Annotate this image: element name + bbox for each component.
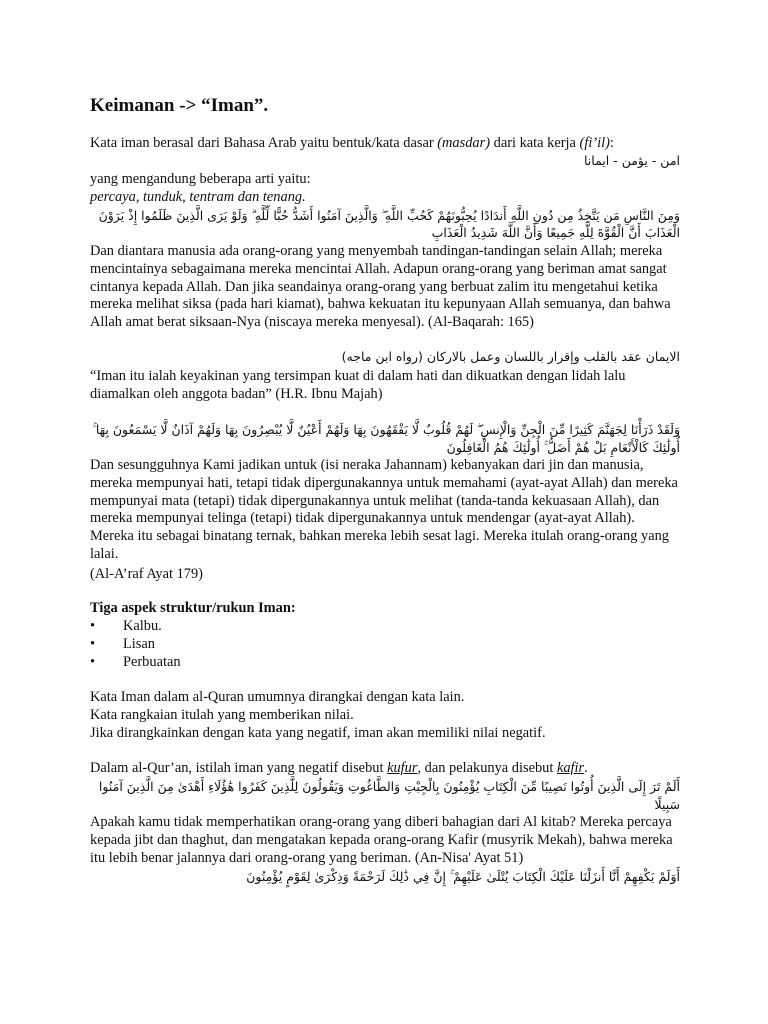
aspects-heading: Tiga aspek struktur/rukun Iman: bbox=[90, 600, 296, 616]
intro-text-1: Kata iman berasal dari Bahasa Arab yaitu bentuk/kata dasar bbox=[90, 135, 434, 151]
hadith-translation: “Iman itu ialah keyakinan yang tersimpan kuat di dalam hati dan dikuatkan dengan lidah lalu diamalkan oleh anggota badan” (H.R. Ibnu Majah) bbox=[90, 368, 626, 402]
bullet-icon: • bbox=[90, 635, 96, 652]
list-item bbox=[90, 618, 680, 636]
hadith-arabic: الايمان عقد بالقلب وإقرار باللسان وعمل بالاركان (رواه ابن ماجه) bbox=[341, 349, 680, 364]
verse1-translation: Dan diantara manusia ada orang-orang yang menyembah tandingan-tandingan selain Allah; mereka mencintainya sebagaimana mereka mencintai Allah. Adapun orang-orang yang beriman amat sangat cintanya kepada Allah. Dan jika seandainya orang-orang yang berbuat zalim itu mengetahui ketika mereka melihat siksa (pada hari kiamat), bahwa kekuatan itu kepunyaan Allah semuanya, dan bahwa Allah amat berat siksaan-Nya (niscaya mereka menyesal). (Al-Baqarah: 165) bbox=[90, 243, 671, 331]
negative-paragraph bbox=[90, 760, 680, 778]
page-title: Keimanan -> “Iman”. bbox=[90, 95, 269, 116]
list-item bbox=[90, 636, 680, 654]
kafir-term: kafir bbox=[556, 760, 585, 776]
meanings-list bbox=[90, 189, 680, 207]
fiil-term: (fi’il) bbox=[579, 135, 610, 151]
negative-text-2: , dan pelakunya disebut bbox=[417, 760, 554, 776]
verse2-arabic-line2: أُولَٰئِكَ كَالْأَنْعَامِ بَلْ هُمْ أَضَلُّ ۚ أُولَٰئِكَ هُمُ الْغَافِلُونَ bbox=[446, 440, 680, 455]
intro-paragraph bbox=[90, 135, 680, 153]
verse1-arabic-line1: وَمِنَ النَّاسِ مَن يَتَّخِذُ مِن دُونِ اللَّهِ أَندَادًا يُحِبُّونَهُمْ كَحُبِّ اللَّهِ ۖ وَالَّذِينَ آمَنُوا أَشَدُّ حُبًّا لِّلَّهِ ۗ وَلَوْ يَرَى الَّذِينَ ظَلَمُوا إِذْ يَرَوْنَ bbox=[98, 208, 680, 223]
masdar-term: (masdar) bbox=[437, 135, 491, 151]
bullet-icon: • bbox=[90, 653, 96, 670]
verse3-translation: Apakah kamu tidak memperhatikan orang-orang yang diberi bahagian dari Al kitab? Mereka percaya kepada jibt dan thaghut, dan mengatakan kepada orang-orang Kafir (musyrik Mekah), bahwa mereka itu lebih benar jalannya dari orang-orang yang beriman. (An-Nisa' Ayat 51) bbox=[90, 814, 673, 866]
verse3-arabic-line1: أَلَمْ تَرَ إِلَى الَّذِينَ أُوتُوا نَصِيبًا مِّنَ الْكِتَابِ يُؤْمِنُونَ بِالْجِبْتِ وَالطَّاغُوتِ وَيَقُولُونَ لِلَّذِينَ كَفَرُوا هَٰؤُلَاءِ أَهْدَىٰ مِنَ الَّذِينَ آمَنُوا bbox=[98, 779, 680, 794]
negative-text-1: Dalam al-Qur’an, istilah iman yang negatif disebut bbox=[90, 760, 384, 776]
list-item bbox=[90, 654, 680, 672]
verse2-translation: Dan sesungguhnya Kami jadikan untuk (isi neraka Jahannam) kebanyakan dari jin dan manusia, mereka mempunyai hati, tetapi tidak dipergunakannya untuk memahami (ayat-ayat Allah) dan mereka mempunyai mata (tetapi) tidak dipergunakannya untuk melihat (tanda-tanda kekuasaan Allah), dan mereka mempunyai telinga (tetapi) tidak dipergunakannya untuk mendengar (ayat-ayat Allah). Mereka itu sebagai binatang ternak, bahkan mereka lebih sesat lagi. Mereka itulah orang-orang yang lalai. bbox=[90, 457, 678, 562]
list-item-label: Perbuatan bbox=[123, 653, 181, 670]
meanings-text: percaya, tunduk, tentram dan tenang. bbox=[90, 189, 306, 205]
aspects-list bbox=[90, 618, 680, 671]
meaning-intro: yang mengandung beberapa arti yaitu: bbox=[90, 171, 311, 187]
verse4-arabic: أَوَلَمْ يَكْفِهِمْ أَنَّا أَنزَلْنَا عَلَيْكَ الْكِتَابَ يُتْلَىٰ عَلَيْهِمْ ۚ إِنَّ فِي ذَٰلِكَ لَرَحْمَةً وَذِكْرَىٰ لِقَوْمٍ يُؤْمِنُونَ bbox=[246, 869, 680, 884]
list-item-label: Lisan bbox=[123, 635, 155, 652]
intro-text-3: : bbox=[609, 135, 614, 151]
intro-text-2: dari kata kerja bbox=[493, 135, 576, 151]
combo-line-3: Jika dirangkainkan dengan kata yang negatif, iman akan memiliki nilai negatif. bbox=[90, 725, 546, 741]
verse2-reference: (Al-A’raf Ayat 179) bbox=[90, 566, 203, 582]
negative-text-3: . bbox=[584, 760, 588, 776]
combo-line-1: Kata Iman dalam al-Quran umumnya dirangkai dengan kata lain. bbox=[90, 689, 465, 705]
combo-line-2: Kata rangkaian itulah yang memberikan nilai. bbox=[90, 707, 354, 723]
bullet-icon: • bbox=[90, 618, 96, 634]
verse3-arabic-line2: سَبِيلًا bbox=[654, 797, 680, 812]
arabic-verb-forms: امن - يؤمن - ايمانا bbox=[583, 153, 680, 168]
kufur-term: kufur bbox=[387, 760, 418, 776]
verse2-arabic-line1: وَلَقَدْ ذَرَأْنَا لِجَهَنَّمَ كَثِيرًا مِّنَ الْجِنِّ وَالْإِنسِ ۖ لَهُمْ قُلُوبٌ لَّا يَفْقَهُونَ بِهَا وَلَهُمْ أَعْيُنٌ لَّا يُبْصِرُونَ بِهَا وَلَهُمْ آذَانٌ لَّا يَسْمَعُونَ بِهَا ۚ bbox=[92, 422, 680, 437]
list-item-label: Kalbu. bbox=[123, 618, 162, 634]
verse1-arabic-line2: الْعَذَابَ أَنَّ الْقُوَّةَ لِلَّهِ جَمِيعًا وَأَنَّ اللَّهَ شَدِيدُ الْعَذَابِ bbox=[431, 225, 680, 240]
